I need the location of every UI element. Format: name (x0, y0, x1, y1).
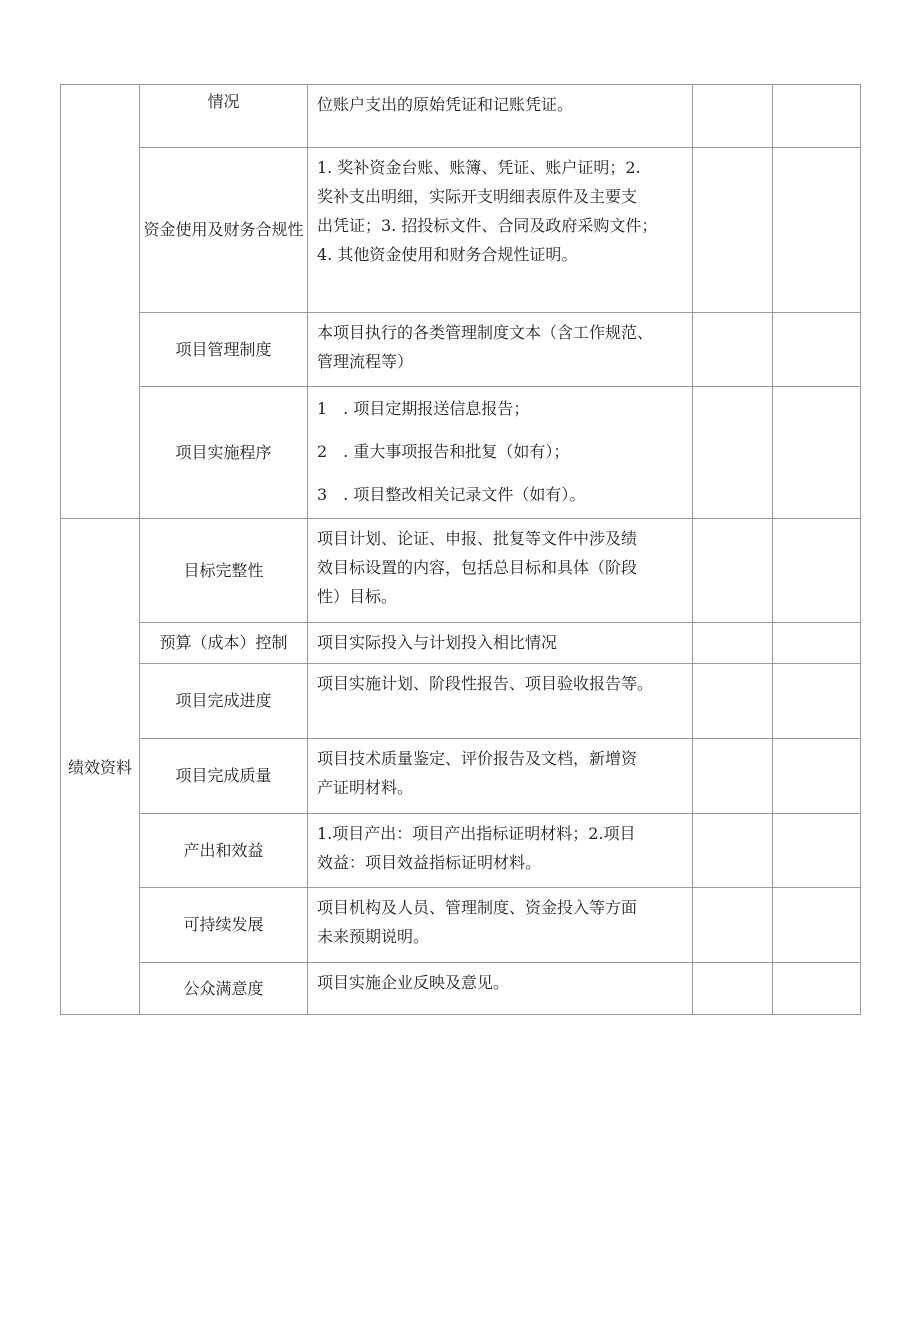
item-name-cell: 资金使用及财务合规性 (139, 147, 308, 313)
item-content-cell: 项目实际投入与计划投入相比情况 (307, 622, 693, 664)
item-name-cell: 预算（成本）控制 (139, 622, 308, 664)
item-name-cell: 目标完整性 (139, 518, 308, 623)
item-name-cell: 项目管理制度 (139, 312, 308, 387)
blank-cell (692, 518, 773, 623)
blank-cell (772, 962, 861, 1015)
item-name-cell: 项目完成质量 (139, 738, 308, 814)
item-content-cell: 项目机构及人员、管理制度、资金投入等方面 未来预期说明。 (307, 887, 693, 963)
blank-cell (772, 887, 861, 963)
blank-cell (772, 622, 861, 664)
blank-cell (772, 386, 861, 519)
item-name-cell: 情况 (139, 84, 308, 148)
item-content-cell: 项目实施企业反映及意见。 (307, 962, 693, 1015)
blank-cell (772, 663, 861, 739)
blank-cell (692, 738, 773, 814)
blank-cell (692, 147, 773, 313)
group-cell-performance: 绩效资料 (60, 518, 140, 1015)
item-name-cell: 项目完成进度 (139, 663, 308, 739)
blank-cell (692, 386, 773, 519)
blank-cell (692, 622, 773, 664)
blank-cell (692, 312, 773, 387)
blank-cell (692, 887, 773, 963)
item-content-cell: 项目计划、论证、申报、批复等文件中涉及绩 效目标设置的内容，包括总目标和具体（阶段 性）目标。 (307, 518, 693, 623)
blank-cell (772, 518, 861, 623)
item-content-cell: 项目实施计划、阶段性报告、项目验收报告等。 (307, 663, 693, 739)
item-name-cell: 可持续发展 (139, 887, 308, 963)
item-content-cell: 1.项目产出：项目产出指标证明材料；2.项目 效益：项目效益指标证明材料。 (307, 813, 693, 888)
blank-cell (692, 962, 773, 1015)
blank-cell (772, 312, 861, 387)
item-name-cell: 项目实施程序 (139, 386, 308, 519)
blank-cell (772, 84, 861, 148)
blank-cell (692, 84, 773, 148)
item-name-cell: 产出和效益 (139, 813, 308, 888)
item-content-cell: 本项目执行的各类管理制度文本（含工作规范、 管理流程等） (307, 312, 693, 387)
item-content-cell: 1 . 项目定期报送信息报告； 2 . 重大事项报告和批复（如有）； 3 . 项目整改相关记录文件（如有）。 (307, 386, 693, 519)
blank-cell (692, 813, 773, 888)
blank-cell (772, 813, 861, 888)
blank-cell (772, 147, 861, 313)
blank-cell (692, 663, 773, 739)
item-content-cell: 1. 奖补资金台账、账簿、凭证、账户证明；2. 奖补支出明细，实际开支明细表原件及主要支 出凭证；3. 招投标文件、合同及政府采购文件； 4. 其他资金使用和财务合规性证明。 (307, 147, 693, 313)
group-cell (60, 84, 140, 519)
item-content-cell: 位账户支出的原始凭证和记账凭证。 (307, 84, 693, 148)
item-name-cell: 公众满意度 (139, 962, 308, 1015)
item-content-cell: 项目技术质量鉴定、评价报告及文档，新增资 产证明材料。 (307, 738, 693, 814)
blank-cell (772, 738, 861, 814)
